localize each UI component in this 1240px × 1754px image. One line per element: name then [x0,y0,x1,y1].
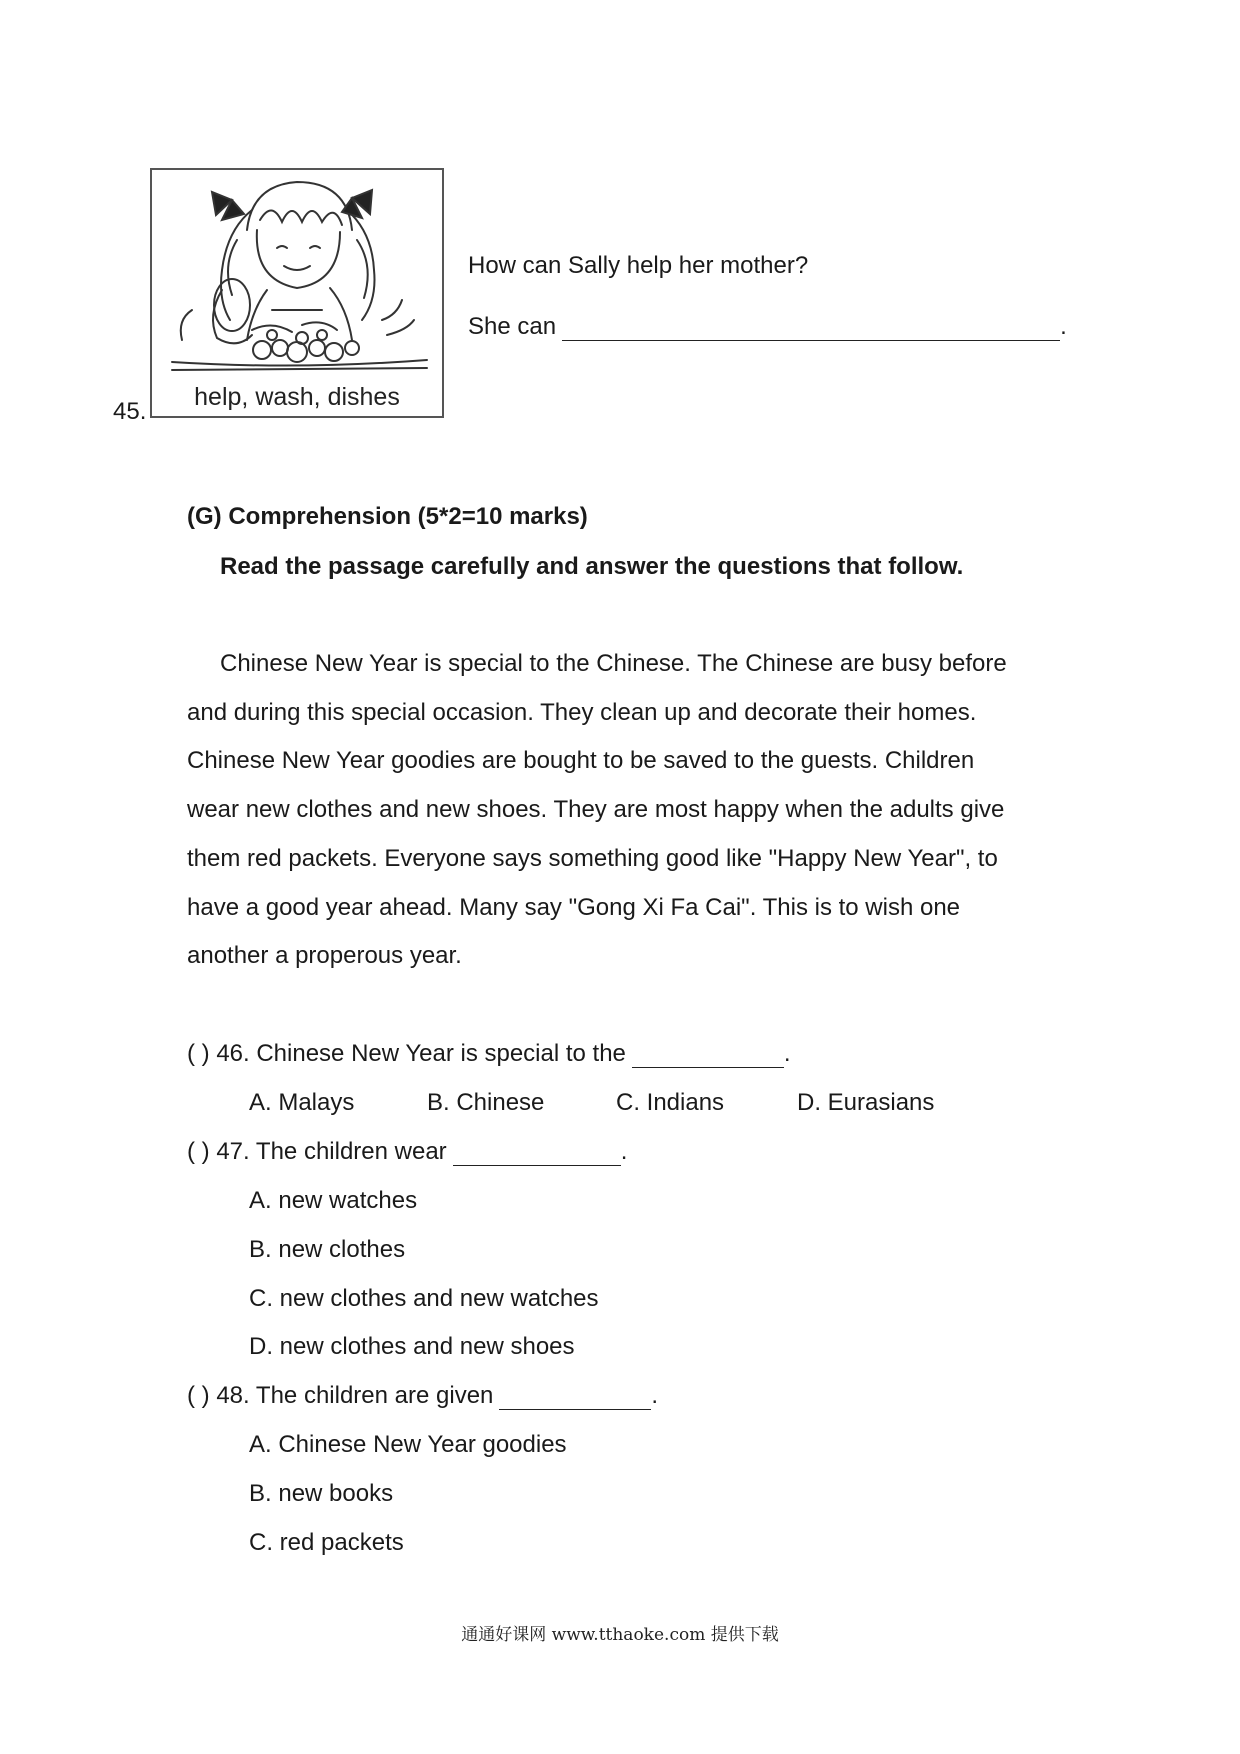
q47-option-a[interactable]: A. new watches [249,1187,418,1214]
q46-option-b[interactable]: B. Chinese [427,1089,545,1116]
period: . [783,1040,791,1067]
section-instruction: Read the passage carefully and answer the questions that follow. [220,553,964,580]
q48-option-c[interactable]: C. red packets [249,1529,404,1556]
question-48-stem: ( ) 48. The children are given [187,1382,494,1409]
passage-line: another a properous year. [187,942,462,970]
question-46-stem: ( ) 46. Chinese New Year is special to the [187,1040,626,1067]
picture-caption: help, wash, dishes [194,383,400,411]
q46-option-a[interactable]: A. Malays [249,1089,355,1116]
page-footer: 通通好课网 www.tthaoke.com 提供下载 [461,1625,779,1645]
q47-option-b[interactable]: B. new clothes [249,1236,406,1263]
girl-washing-dishes-picture [150,168,444,418]
period: . [651,1382,659,1409]
answer-blank[interactable] [562,318,1060,341]
section-title: (G) Comprehension (5*2=10 marks) [187,503,588,530]
q46-option-d[interactable]: D. Eurasians [797,1089,935,1116]
q47-option-c[interactable]: C. new clothes and new watches [249,1285,599,1312]
period: . [620,1138,628,1165]
question-number-45: 45. [113,398,147,425]
passage-line: wear new clothes and new shoes. They are most happy when the adults give [187,796,1005,824]
question-46-blank[interactable] [632,1045,784,1068]
reading-passage [187,640,1067,981]
q48-option-b[interactable]: B. new books [249,1480,394,1507]
q48-option-a[interactable]: A. Chinese New Year goodies [249,1431,567,1458]
passage-line: Chinese New Year goodies are bought to be saved to the guests. Children [187,747,975,775]
answer-suffix: . [1060,313,1067,340]
question-48-blank[interactable] [499,1387,651,1410]
passage-line: have a good year ahead. Many say "Gong Xi Fa Cai". This is to wish one [187,893,961,921]
question-45-text: How can Sally help her mother? [468,252,809,279]
passage-line: and during this special occasion. They clean up and decorate their homes. [187,698,977,726]
passage-line: Chinese New Year is special to the Chinese. The Chinese are busy before [220,650,1007,677]
passage-line: them red packets. Everyone says something good like "Happy New Year", to [187,844,998,872]
question-46 [187,1040,791,1068]
q46-option-c[interactable]: C. Indians [616,1089,725,1116]
answer-prefix: She can [468,313,557,340]
q47-option-d[interactable]: D. new clothes and new shoes [249,1333,575,1360]
question-47-stem: ( ) 47. The children wear [187,1138,447,1165]
question-45-answer-line [468,313,1067,341]
question-47-blank[interactable] [453,1143,621,1166]
girl-washing-dishes-illustration [152,170,442,416]
question-48 [187,1382,658,1410]
question-47 [187,1138,627,1166]
